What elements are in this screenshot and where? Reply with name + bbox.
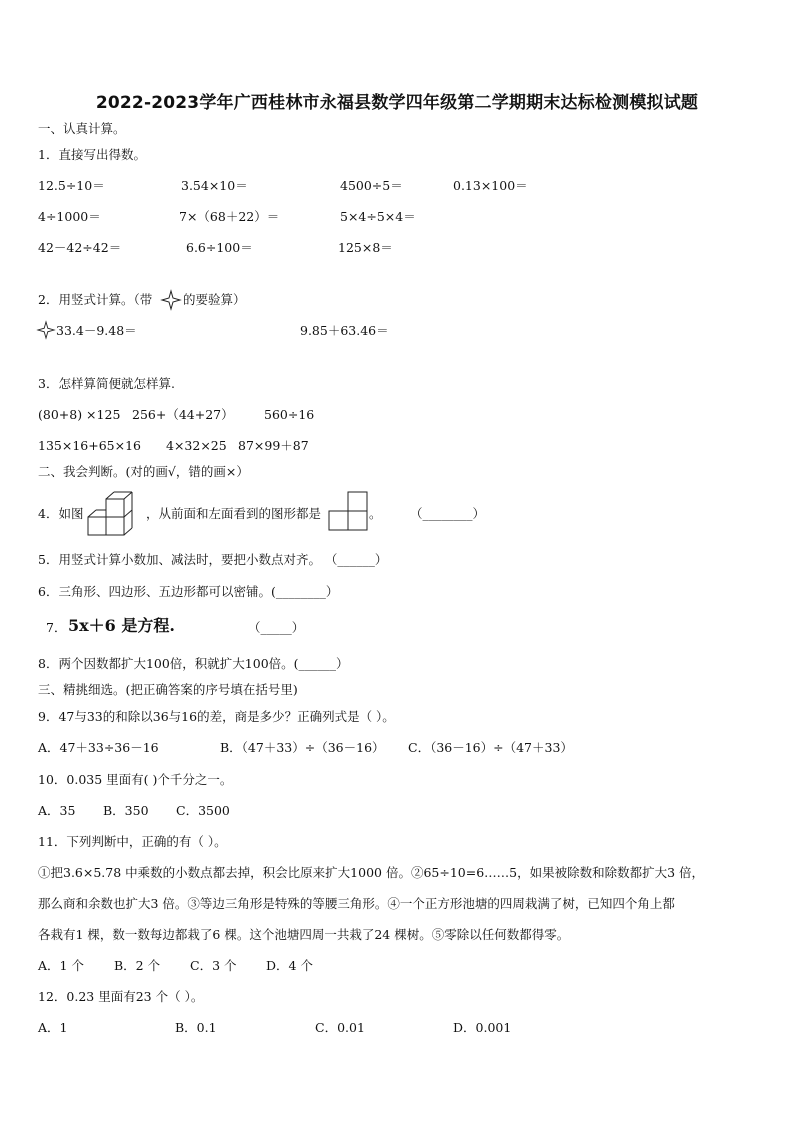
view-figure bbox=[328, 491, 370, 531]
section-3-heading: 三、精挑细选。(把正确答案的序号填在括号里) bbox=[38, 682, 298, 697]
q3-item: 135×16+65×16 bbox=[38, 438, 141, 453]
q12-option-c[interactable]: C．0.01 bbox=[315, 1020, 365, 1035]
star-icon bbox=[161, 290, 181, 310]
question-6: 6．三角形、四边形、五边形都可以密铺。(________） bbox=[38, 584, 339, 599]
page-title: 2022-2023学年广西桂林市永福县数学四年级第二学期期末达标检测模拟试题 bbox=[95, 93, 699, 113]
q12-option-d[interactable]: D．0.001 bbox=[453, 1020, 512, 1035]
q1-item: 5×4÷5×4＝ bbox=[340, 209, 416, 224]
question-4-text-c: 。 bbox=[369, 506, 382, 521]
q11-statement-line: ①把3.6×5.78 中乘数的小数点都去掉，积会比原来扩大1000 倍。②65÷10=6……5，如果被除数和除数都扩大3 倍， bbox=[38, 865, 705, 880]
question-11-stem: 11．下列判断中，正确的有（ ）。 bbox=[38, 834, 227, 849]
star-icon bbox=[37, 321, 55, 339]
question-10-stem: 10．0.035 里面有( )个千分之一。 bbox=[38, 772, 233, 787]
q1-item: 125×8＝ bbox=[338, 240, 393, 255]
question-4-text-b: ，从前面和左面看到的图形都是 bbox=[146, 506, 322, 521]
q2-item: 9.85＋63.46＝ bbox=[300, 323, 389, 338]
q1-item: 6.6÷100＝ bbox=[186, 240, 253, 255]
q11-option-a[interactable]: A．1 个 bbox=[38, 958, 84, 973]
q1-item: 3.54×10＝ bbox=[181, 178, 248, 193]
section-2-heading: 二、我会判断。(对的画√，错的画×） bbox=[38, 464, 249, 479]
answer-blank[interactable]: （________） bbox=[410, 506, 486, 521]
question-12-stem: 12．0.23 里面有23 个（ ）。 bbox=[38, 989, 204, 1004]
q3-item: (80+8) ×125 bbox=[38, 407, 121, 422]
q11-option-b[interactable]: B．2 个 bbox=[114, 958, 161, 973]
question-7-expression: 5x＋6 是方程. bbox=[68, 616, 175, 635]
q1-item: 4÷1000＝ bbox=[38, 209, 101, 224]
question-8: 8．两个因数都扩大100倍，积就扩大100倍。(______） bbox=[38, 656, 349, 671]
answer-blank[interactable]: （_____） bbox=[248, 620, 305, 635]
q12-option-a[interactable]: A．1 bbox=[38, 1020, 68, 1035]
question-1-stem: 1．直接写出得数。 bbox=[38, 147, 146, 162]
q1-item: 12.5÷10＝ bbox=[38, 178, 105, 193]
q9-option-c[interactable]: C．（36－16）÷（47＋33） bbox=[408, 740, 573, 755]
q3-item: 4×32×25 bbox=[166, 438, 227, 453]
q3-item: 256+（44+27） bbox=[132, 407, 234, 422]
q1-item: 4500÷5＝ bbox=[340, 178, 403, 193]
q11-option-c[interactable]: C．3 个 bbox=[190, 958, 237, 973]
q2-item: 33.4－9.48＝ bbox=[56, 323, 137, 338]
cube-figure bbox=[84, 490, 144, 538]
question-4-text-a: 4．如图 bbox=[38, 506, 84, 521]
q9-option-b[interactable]: B．（47＋33）÷（36－16） bbox=[220, 740, 385, 755]
question-3-stem: 3．怎样算简便就怎样算. bbox=[38, 376, 175, 391]
q12-option-b[interactable]: B．0.1 bbox=[175, 1020, 217, 1035]
q1-item: 7×（68＋22）＝ bbox=[179, 209, 280, 224]
q1-item: 0.13×100＝ bbox=[453, 178, 528, 193]
question-9-stem: 9．47与33的和除以36与16的差，商是多少？正确列式是（ ）。 bbox=[38, 709, 395, 724]
q11-statement-line: 那么商和余数也扩大3 倍。③等边三角形是特殊的等腰三角形。④一个正方形池塘的四周栽满了树，已知四个角上都 bbox=[38, 896, 675, 911]
q10-option-b[interactable]: B．350 bbox=[103, 803, 149, 818]
q10-option-a[interactable]: A．35 bbox=[38, 803, 76, 818]
q11-option-d[interactable]: D．4 个 bbox=[266, 958, 313, 973]
question-5: 5．用竖式计算小数加、减法时，要把小数点对齐。 （______） bbox=[38, 552, 388, 567]
q10-option-c[interactable]: C．3500 bbox=[176, 803, 230, 818]
q3-item: 560÷16 bbox=[264, 407, 315, 422]
question-7-number: 7． bbox=[46, 620, 67, 635]
section-1-heading: 一、认真计算。 bbox=[38, 121, 126, 136]
question-2-stem-b: 的要验算） bbox=[183, 292, 246, 307]
q3-item: 87×99＋87 bbox=[238, 438, 309, 453]
q11-statement-line: 各栽有1 棵，数一数每边都栽了6 棵。这个池塘四周一共栽了24 棵树。⑤零除以任何数都得零。 bbox=[38, 927, 570, 942]
q1-item: 42－42÷42＝ bbox=[38, 240, 122, 255]
q9-option-a[interactable]: A．47＋33÷36－16 bbox=[38, 740, 159, 755]
question-2-stem-a: 2．用竖式计算。（带 bbox=[38, 292, 153, 307]
